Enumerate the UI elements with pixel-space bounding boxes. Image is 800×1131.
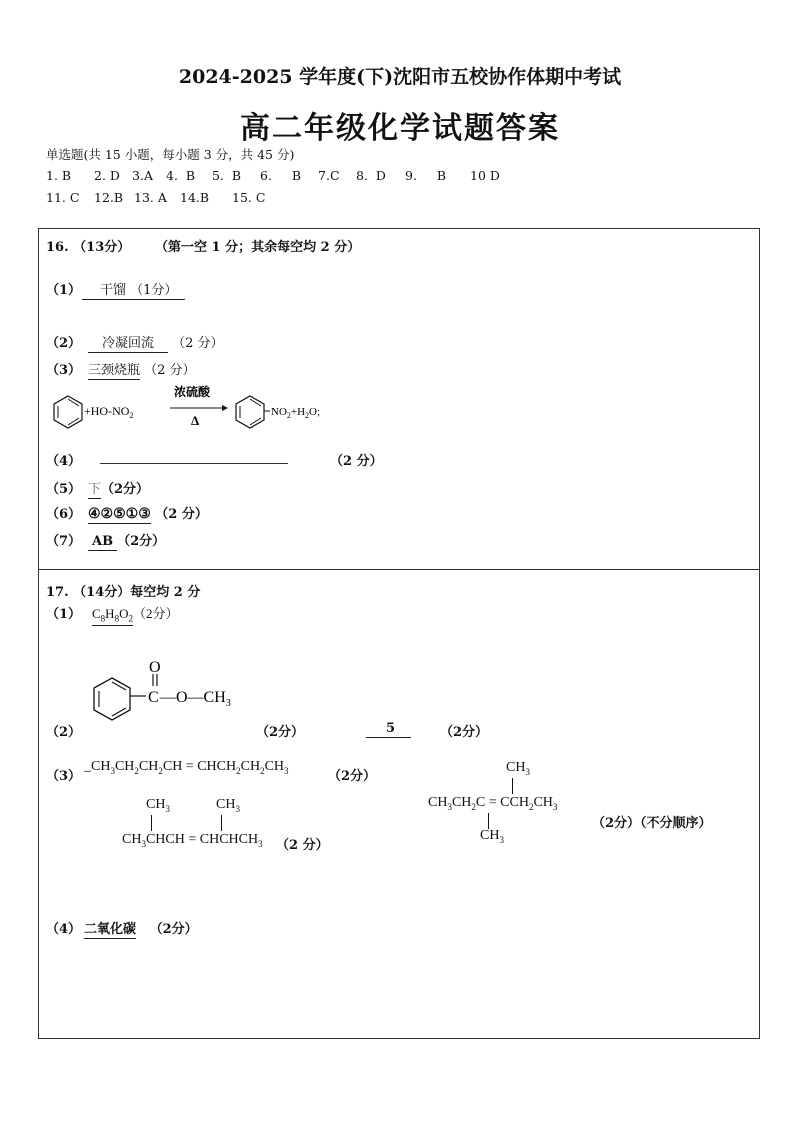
choice-item: 9. B xyxy=(405,168,446,183)
q16-p2-label: （2） xyxy=(46,336,82,351)
q16-p7-score: （2分） xyxy=(117,534,166,549)
q16-note: （第一空 1 分；其余每空均 2 分） xyxy=(155,240,361,255)
q17-p1-formula: $C_8H_8O_2$ xyxy=(92,606,133,624)
single-choice-heading: 单选题(共 15 小题，每小题 3 分，共 45 分) xyxy=(46,147,295,162)
q16-p1-answer: 干馏 （1分） xyxy=(82,279,185,300)
q17-p3-score2: （2 分） xyxy=(276,838,329,853)
q17-p3-score3: （2分）（不分顺序） xyxy=(592,816,712,831)
ester-link: $—O—CH_3$ xyxy=(160,689,231,709)
benzene-double-bond xyxy=(250,418,261,425)
choice-item: 3.A xyxy=(132,168,153,183)
branched1-top-left: $CH_3$ xyxy=(146,797,170,814)
q17-p3-score1: （2分） xyxy=(328,769,377,784)
q17-p2-answer2: 5 xyxy=(366,721,411,738)
q16-p6-score: （2 分） xyxy=(155,507,208,522)
methyl-benzoate-structure xyxy=(80,652,270,732)
exam-title: 2024-2025 学年度(下)沈阳市五校协作体期中考试 xyxy=(178,66,622,88)
condition-text: Δ xyxy=(191,413,200,428)
q16-p5-answer: 下 xyxy=(88,478,101,499)
q16-p1-label: （1） xyxy=(46,283,82,298)
arrow-head-icon xyxy=(222,405,228,411)
choice-item: 13. A xyxy=(134,190,167,205)
q17-p3-chain: $\_CH_3CH_2CH_2CH$ = $CHCH_2CH_2CH_3$ xyxy=(84,759,289,776)
q16-p5-label: （5） xyxy=(46,482,82,497)
q16-p3-score: （2 分） xyxy=(144,363,196,378)
q17-p4-label: （4） xyxy=(46,922,82,937)
q17-p1-label: （1） xyxy=(46,607,82,622)
q17-p2-label: （2） xyxy=(46,725,82,740)
branched2-bottom: $CH_3$ xyxy=(480,828,504,845)
q17-p4-answer: 二氧化碳 xyxy=(84,918,136,939)
benzene-double-bond xyxy=(68,399,79,406)
branched2-main: $CH_3CH_2C = CCH_2CH_3$ xyxy=(428,795,558,812)
q17-heading: 17. （14分）每空均 2 分 xyxy=(46,585,201,600)
choice-item: 10 D xyxy=(470,168,500,183)
bond-line xyxy=(512,778,513,794)
catalyst-text: 浓硫酸 xyxy=(174,385,211,399)
choice-item: 6. B xyxy=(260,168,301,183)
q17-p2-score1: （2分） xyxy=(256,725,305,740)
q16-heading: 16. （13分） xyxy=(46,240,131,255)
q16-p3-label: （3） xyxy=(46,363,82,378)
answer-title: 高二年级化学试题答案 xyxy=(240,111,560,146)
benzene-double-bond xyxy=(112,708,126,716)
choice-item: 4. B xyxy=(166,168,196,183)
carbonyl-oxygen: O xyxy=(149,659,161,676)
branched2-top: $CH_3$ xyxy=(506,760,530,777)
bond-line xyxy=(151,815,152,831)
q17-p4-score: （2分） xyxy=(149,922,198,937)
choice-item: 5. B xyxy=(212,168,242,183)
q16-p2-score: （2 分） xyxy=(172,336,224,351)
q16-p2-answer: 冷凝回流 xyxy=(88,332,168,353)
q16-p7-label: （7） xyxy=(46,534,82,549)
q16-p4-label: （4） xyxy=(46,454,82,469)
choice-item: 12.B xyxy=(94,190,124,205)
q16-p7-answer: AB xyxy=(88,534,117,551)
choice-item: 2. D xyxy=(94,168,120,183)
q16-p5-score: （2分） xyxy=(101,482,150,497)
q17-p2-score2: （2分） xyxy=(440,725,489,740)
choice-item: 1. B xyxy=(46,168,72,183)
product-text: $NO_2+H_2O$; xyxy=(271,406,321,420)
q16-p3-answer: 三颈烧瓶 xyxy=(88,359,140,380)
benzene-double-bond xyxy=(112,682,126,690)
ester-carbon: C xyxy=(148,689,159,706)
q17-p1-score: （2分） xyxy=(132,606,179,621)
choice-item: 7.C xyxy=(318,168,340,183)
q16-p4-score: （2 分） xyxy=(330,454,383,469)
nitration-reaction xyxy=(42,384,372,440)
benzene-double-bond xyxy=(250,399,261,406)
bond-line xyxy=(488,813,489,829)
bond-line xyxy=(221,815,222,831)
q17-p3-label: （3） xyxy=(46,769,82,784)
q16-p4-blank-line xyxy=(100,463,288,464)
reagent-text: $+HO-NO_2$ xyxy=(84,404,134,420)
branched1-top-right: $CH_3$ xyxy=(216,797,240,814)
q16-p6-answer: ④②⑤①③ xyxy=(88,506,151,522)
benzene-double-bond xyxy=(68,418,79,425)
branched1-main: $CH_3CHCH$ = $CHCHCH_3$ xyxy=(122,832,263,849)
choice-item: 8. D xyxy=(356,168,386,183)
choice-item: 15. C xyxy=(232,190,266,205)
choice-item: 11. C xyxy=(46,190,80,205)
choice-item: 14.B xyxy=(180,190,210,205)
q16-p6-label: （6） xyxy=(46,507,82,522)
